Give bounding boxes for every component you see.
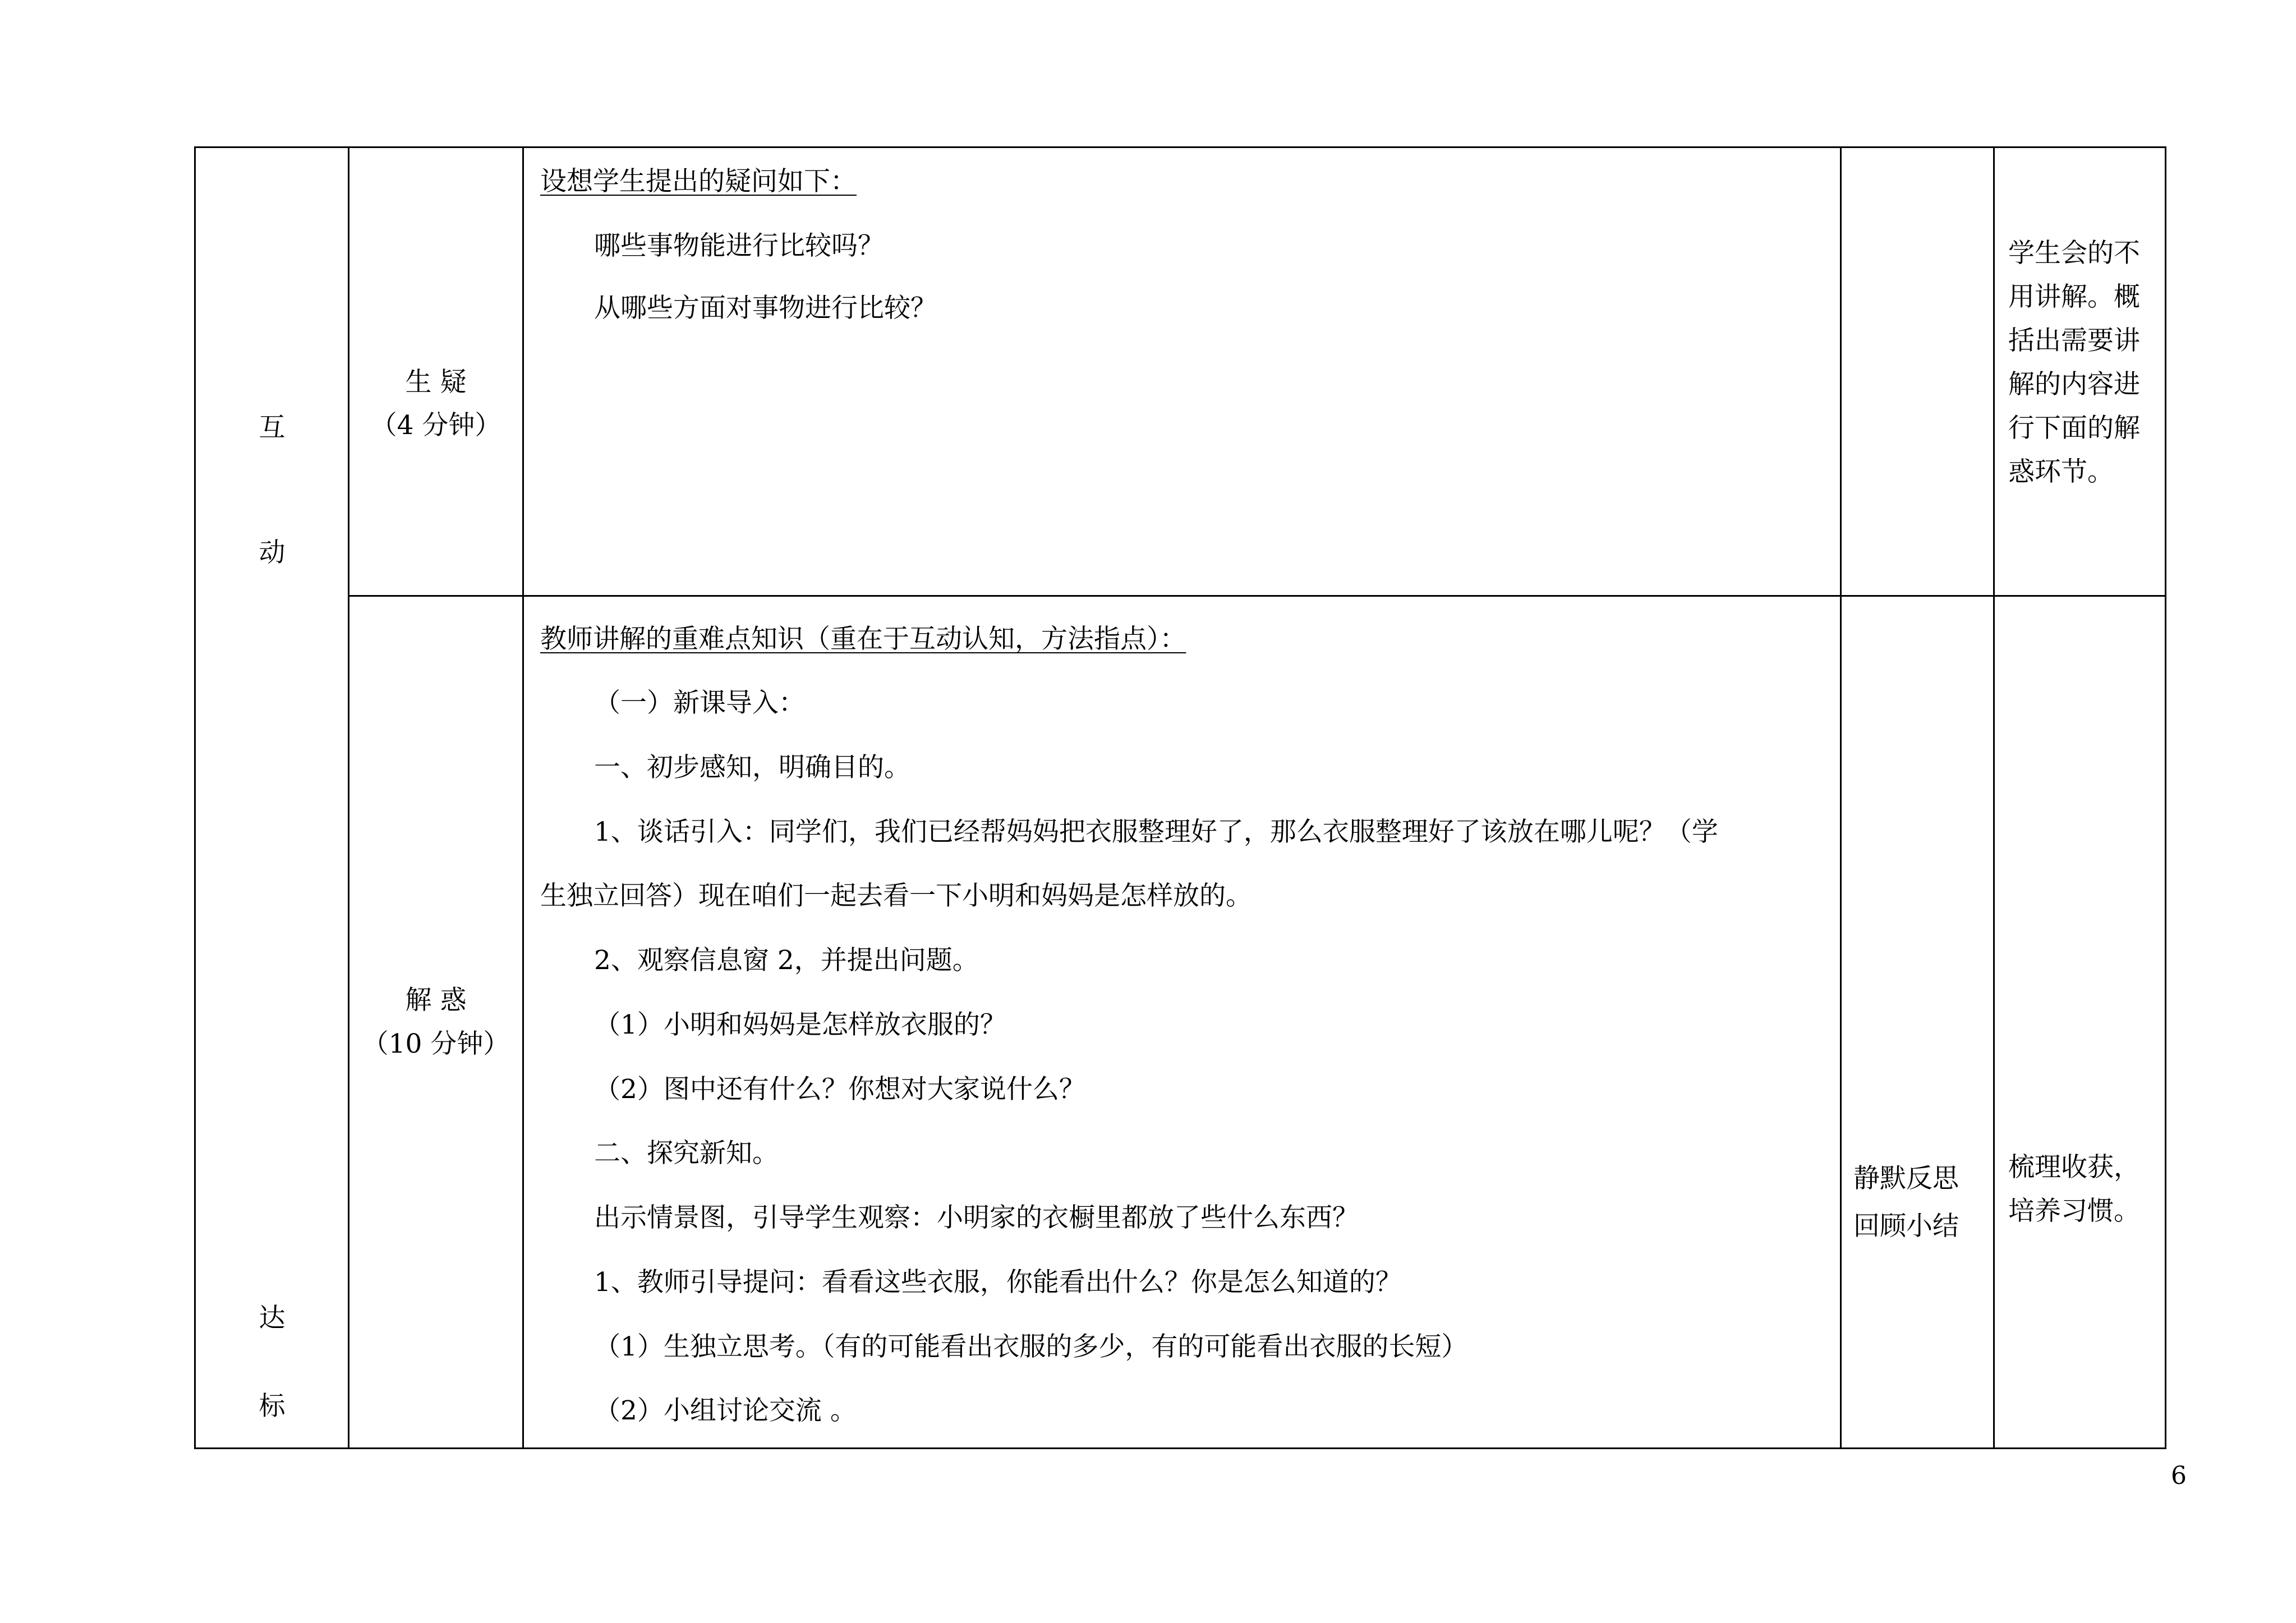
table-col-divider-2 <box>522 146 524 1449</box>
table-col-divider-4 <box>1993 146 1995 1449</box>
step1-name: 生 疑 <box>405 367 467 398</box>
step1-note-line-2: 用讲解。概 <box>2008 282 2140 312</box>
step2-heading: 教师讲解的重难点知识（重在于互动认知，方法指点）： <box>540 624 1186 654</box>
step2-student-line-2: 回顾小结 <box>1853 1211 1959 1242</box>
step2-line-4: 生独立回答）现在咱们一起去看一下小明和妈妈是怎样放的。 <box>540 880 1252 911</box>
stage-char-4: 标 <box>259 1391 286 1422</box>
step2-line-10: 1、教师引导提问：看看这些衣服，你能看出什么？你是怎么知道的？ <box>594 1267 1402 1298</box>
step2-line-2: 一、初步感知，明确目的。 <box>594 752 910 783</box>
table-row-divider <box>348 595 2166 597</box>
step2-line-9: 出示情景图，引导学生观察：小明家的衣橱里都放了些什么东西？ <box>594 1202 1359 1233</box>
stage-char-2: 动 <box>259 537 286 568</box>
page-number: 6 <box>2171 1461 2187 1490</box>
step1-line-1: 哪些事物能进行比较吗？ <box>594 230 884 261</box>
step1-heading: 设想学生提出的疑问如下： <box>540 166 857 197</box>
step2-note-line-1: 梳理收获， <box>2008 1152 2140 1183</box>
table-col-divider-3 <box>1840 146 1842 1449</box>
step2-line-7: （2）图中还有什么？你想对大家说什么？ <box>594 1074 1085 1105</box>
table-border-right <box>2165 146 2166 1449</box>
step2-line-6: （1）小明和妈妈是怎样放衣服的？ <box>594 1009 1006 1040</box>
stage-char-3: 达 <box>259 1303 286 1334</box>
table-col-divider-1 <box>348 146 349 1449</box>
step2-line-12: （2）小组讨论交流 。 <box>594 1395 857 1426</box>
step1-note-line-3: 括出需要讲 <box>2008 325 2140 356</box>
step1-note-line-6: 惑环节。 <box>2008 457 2114 487</box>
step2-line-3: 1、谈话引入：同学们，我们已经帮妈妈把衣服整理好了，那么衣服整理好了该放在哪儿呢？（学 <box>594 817 1718 847</box>
step2-line-1: （一）新课导入： <box>594 688 805 718</box>
step2-line-8: 二、探究新知。 <box>594 1138 779 1169</box>
step2-line-11: （1）生独立思考。（有的可能看出衣服的多少，有的可能看出衣服的长短） <box>594 1331 1468 1362</box>
table-border-bottom <box>194 1447 2166 1449</box>
step1-duration: （4 分钟） <box>370 410 501 441</box>
step2-name: 解 惑 <box>405 985 467 1016</box>
step2-duration: （10 分钟） <box>362 1029 510 1059</box>
step2-note-line-2: 培养习惯。 <box>2008 1196 2140 1227</box>
stage-char-1: 互 <box>259 412 286 443</box>
step1-note-line-5: 行下面的解 <box>2008 413 2140 444</box>
step1-note-line-4: 解的内容进 <box>2008 369 2140 400</box>
table-border-left <box>194 146 196 1449</box>
step1-note-line-1: 学生会的不 <box>2008 238 2140 269</box>
step2-line-5: 2、观察信息窗 2，并提出问题。 <box>594 945 979 976</box>
step1-line-2: 从哪些方面对事物进行比较？ <box>594 293 937 324</box>
step2-student-line-1: 静默反思 <box>1853 1163 1959 1194</box>
table-border-top <box>194 146 2166 148</box>
